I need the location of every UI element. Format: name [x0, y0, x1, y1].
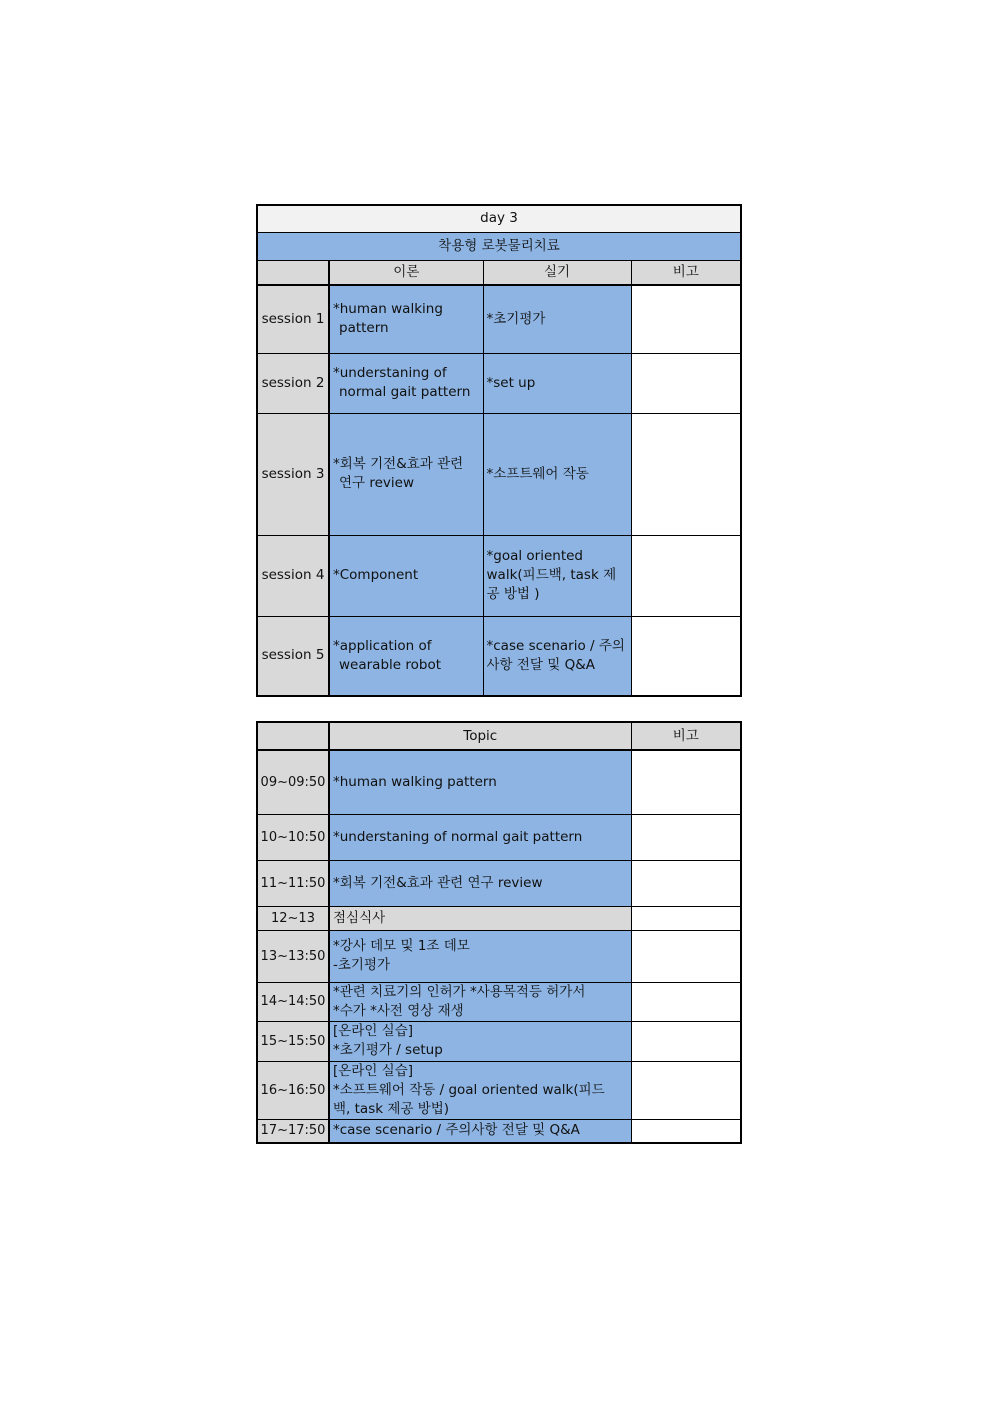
time-slot: 12~13 — [257, 906, 329, 930]
session-note — [631, 353, 741, 413]
header-theory: 이론 — [329, 260, 483, 285]
topic-line: *case scenario / 주의사항 전달 및 Q&A — [333, 1122, 580, 1139]
practice-line: *goal oriented — [486, 548, 583, 564]
topic-line: *강사 데모 및 1조 데모 — [333, 938, 470, 954]
session-schedule-table — [256, 204, 742, 697]
note-cell — [631, 814, 741, 860]
session-note — [631, 535, 741, 616]
topic-line: *초기평가 / setup — [333, 1042, 443, 1058]
session-row — [257, 413, 741, 535]
session-practice — [483, 285, 631, 353]
time-slot: 15~15:50 — [257, 1021, 329, 1061]
session-practice — [483, 413, 631, 535]
header-note: 비고 — [631, 722, 741, 750]
theory-line: normal gait pattern — [339, 384, 471, 400]
session-label: session 2 — [257, 353, 329, 413]
table-row — [257, 1061, 741, 1119]
topic-cell — [329, 814, 631, 860]
practice-line: *초기평가 — [486, 310, 546, 327]
session-row — [257, 616, 741, 696]
session-label: session 3 — [257, 413, 329, 535]
note-cell — [631, 982, 741, 1021]
session-note — [631, 413, 741, 535]
table-row — [257, 1119, 741, 1143]
topic-line: [온라인 실습] — [333, 1023, 414, 1039]
theory-line: *Component — [333, 567, 419, 583]
time-slot: 10~10:50 — [257, 814, 329, 860]
header-blank — [257, 722, 329, 750]
topic-line: -초기평가 — [333, 957, 391, 973]
topic-line: *human walking pattern — [333, 773, 497, 790]
theory-line: *human walking — [333, 301, 443, 318]
practice-line: *set up — [486, 374, 536, 391]
theory-line: pattern — [339, 320, 389, 337]
table-row — [257, 1021, 741, 1061]
session-row — [257, 285, 741, 353]
practice-line: walk(피드백, task 제 — [486, 567, 617, 583]
note-cell — [631, 860, 741, 906]
table-row — [257, 860, 741, 906]
session-note — [631, 616, 741, 696]
topic-cell — [329, 982, 631, 1021]
topic-line: *수가 *사전 영상 재생 — [333, 1002, 464, 1019]
session-row — [257, 353, 741, 413]
topic-cell — [329, 1021, 631, 1061]
note-cell — [631, 1021, 741, 1061]
note-cell — [631, 930, 741, 982]
header-topic: Topic — [329, 722, 631, 750]
session-theory — [329, 413, 483, 535]
session-practice — [483, 535, 631, 616]
topic-cell — [329, 750, 631, 814]
note-cell — [631, 906, 741, 930]
table-row — [257, 930, 741, 982]
table-row — [257, 982, 741, 1021]
topic-line: *소프트웨어 작동 / goal oriented walk(피드 — [333, 1081, 605, 1098]
time-slot: 09~09:50 — [257, 750, 329, 814]
session-row — [257, 535, 741, 616]
note-cell — [631, 1061, 741, 1119]
session-practice — [483, 353, 631, 413]
time-slot: 16~16:50 — [257, 1061, 329, 1119]
time-table — [256, 721, 742, 1144]
table-row — [257, 750, 741, 814]
topic-line: *관련 치료기의 인허가 *사용목적등 허가서 — [333, 983, 586, 1000]
practice-line: *case scenario / 주의 — [486, 637, 625, 654]
session-theory — [329, 285, 483, 353]
practice-line: 사항 전달 및 Q&A — [486, 656, 595, 673]
topic-cell — [329, 930, 631, 982]
session-theory — [329, 535, 483, 616]
time-slot: 11~11:50 — [257, 860, 329, 906]
header-practice: 실기 — [483, 260, 631, 285]
header-blank — [257, 260, 329, 285]
practice-line: *소프트웨어 작동 — [486, 465, 589, 482]
theory-line: *understaning of — [333, 365, 447, 381]
session-label: session 5 — [257, 616, 329, 696]
note-cell — [631, 1119, 741, 1143]
time-slot: 17~17:50 — [257, 1119, 329, 1143]
header-note: 비고 — [631, 260, 741, 285]
topic-cell — [329, 860, 631, 906]
topic-cell — [329, 1061, 631, 1119]
theory-line: 연구 review — [339, 475, 415, 491]
theory-line: *회복 기전&효과 관련 — [333, 456, 464, 472]
theory-line: wearable robot — [339, 656, 441, 673]
topic-line: *understaning of normal gait pattern — [333, 828, 583, 845]
topic-line: *회복 기전&효과 관련 연구 review — [333, 874, 543, 891]
table-row — [257, 906, 741, 930]
time-slot: 13~13:50 — [257, 930, 329, 982]
topic-line: [온라인 실습] — [333, 1062, 414, 1079]
theory-line: *application of — [333, 637, 432, 654]
session-label: session 1 — [257, 285, 329, 353]
note-cell — [631, 750, 741, 814]
session-label: session 4 — [257, 535, 329, 616]
table-row — [257, 814, 741, 860]
topic-line: 점심식사 — [333, 909, 386, 926]
topic-line: 백, task 제공 방법) — [333, 1100, 450, 1117]
topic-cell — [329, 1119, 631, 1143]
session-note — [631, 285, 741, 353]
day-title: day 3 — [257, 205, 741, 232]
time-slot: 14~14:50 — [257, 982, 329, 1021]
session-practice — [483, 616, 631, 696]
practice-line: 공 방법 ) — [486, 586, 540, 602]
course-title: 착용형 로봇물리치료 — [257, 232, 741, 260]
session-theory — [329, 616, 483, 696]
session-theory — [329, 353, 483, 413]
topic-cell — [329, 906, 631, 930]
